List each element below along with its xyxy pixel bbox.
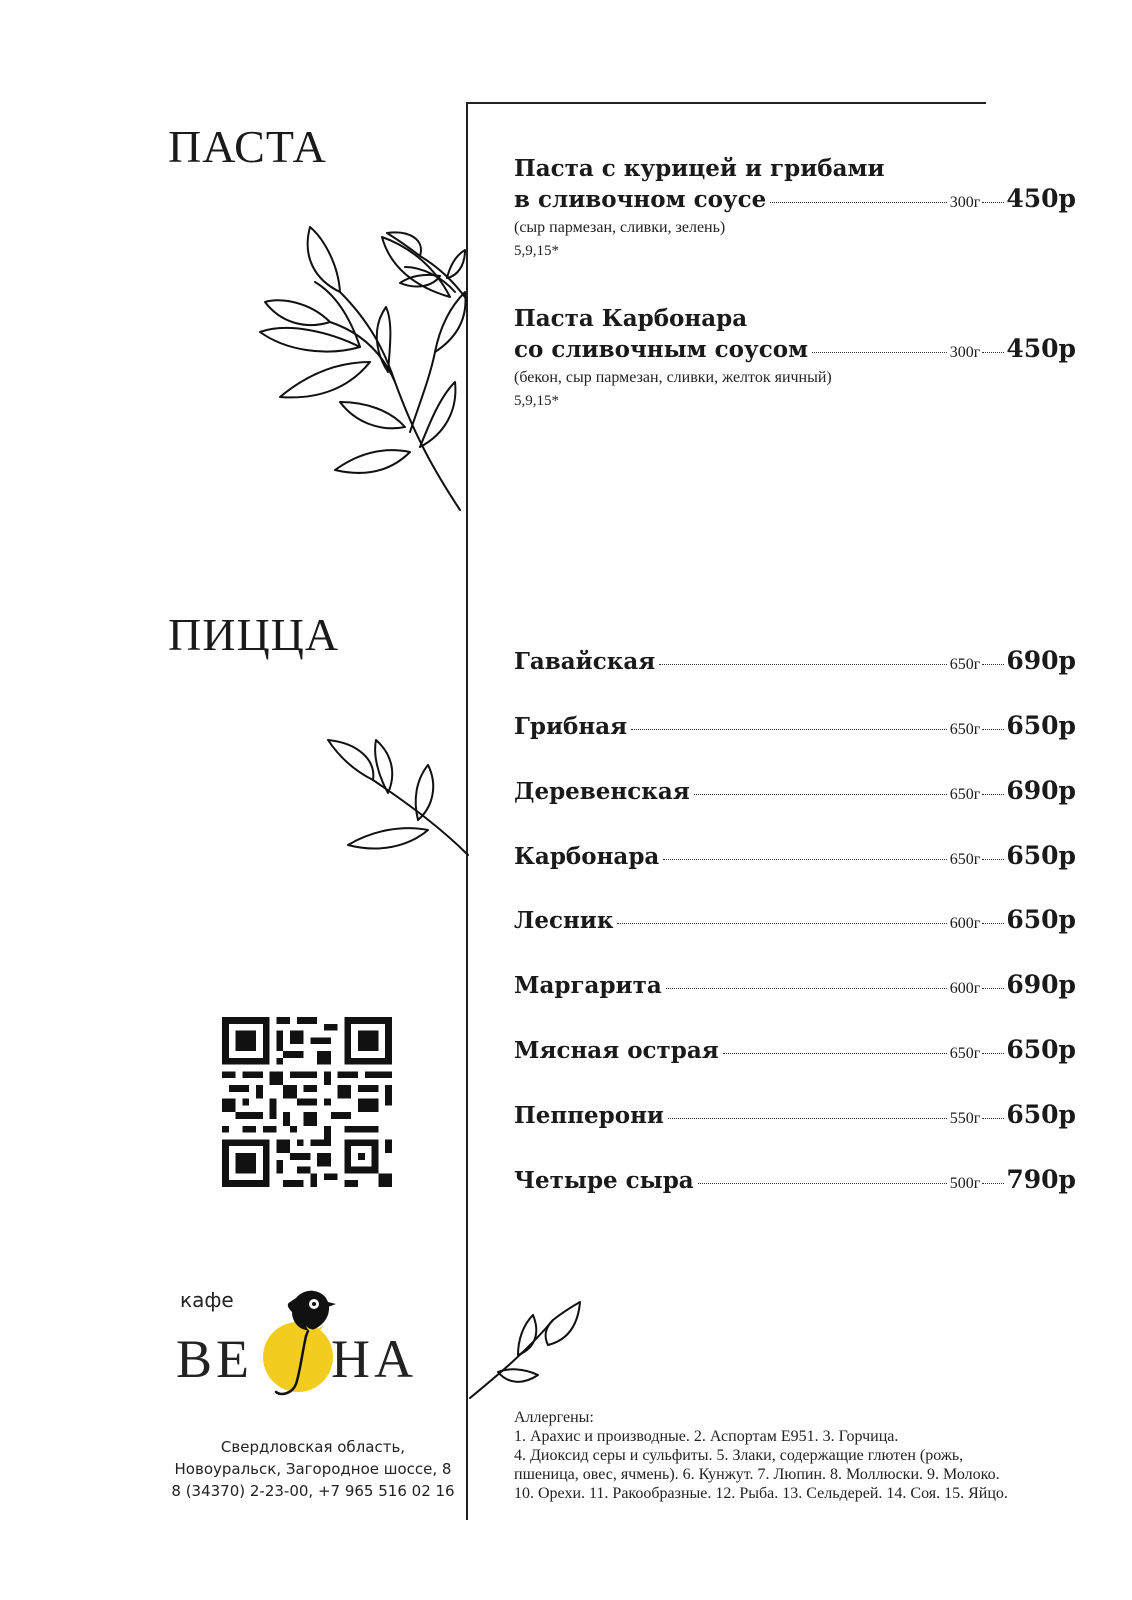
address-line: Новоуральск, Загородное шоссе, 8 [174,1460,452,1478]
pizza-item [514,711,1076,740]
pizza-item-name: Деревенская [514,778,690,805]
pizza-item [514,776,1076,805]
pasta-item-name-line1: Паста Карбонара [514,305,748,332]
dot-leader [982,794,1004,795]
pizza-item-weight: 550г [949,1110,981,1127]
pizza-item-price: 650р [1006,1100,1076,1129]
dot-leader [668,1118,947,1119]
pasta-item [514,154,1076,260]
pizza-item-name: Маргарита [514,972,662,999]
dot-leader [631,729,947,730]
divider-top [466,102,986,104]
pizza-item [514,1035,1076,1064]
pizza-item-price: 690р [1006,970,1076,999]
dot-leader [982,1118,1004,1119]
pizza-item [514,905,1076,934]
pizza-item-price: 690р [1006,646,1076,675]
pizza-item [514,970,1076,999]
dot-leader [770,202,946,203]
pizza-item-price: 690р [1006,776,1076,805]
allergens-line: пшеница, овес, ячмень). 6. Кунжут. 7. Люпин. 8. Моллюски. 9. Молоко. [514,1466,1000,1483]
dot-leader [982,1183,1004,1184]
dot-leader [659,664,947,665]
address-block [168,1436,458,1502]
pizza-item-name: Мясная острая [514,1037,719,1064]
pizza-item [514,1100,1076,1129]
leaf-branch-medium-icon [318,735,470,857]
bird-icon [266,1284,346,1404]
dot-leader [982,859,1004,860]
pizza-item [514,841,1076,870]
pasta-item-description: (сыр пармезан, сливки, зелень) [514,219,726,236]
pasta-item-name-line2: со сливочным соусом [514,336,809,363]
dot-leader [982,923,1004,924]
dot-leader [666,988,947,989]
pizza-item-weight: 500г [949,1175,981,1192]
dot-leader [723,1053,947,1054]
pizza-item-weight: 650г [949,1045,981,1062]
pizza-item-weight: 650г [949,786,981,803]
dot-leader [982,664,1004,665]
dot-leader [982,352,1004,353]
allergens-line: 4. Диоксид серы и сульфиты. 5. Злаки, содержащие глютен (рожь, [514,1447,964,1464]
dot-leader [982,729,1004,730]
logo-left-text: ВЕ [176,1329,254,1389]
allergens-line: 1. Арахис и производные. 2. Аспортам Е951. 3. Горчица. [514,1428,899,1445]
pizza-item [514,1165,1076,1194]
pasta-item-allergen-codes: 5,9,15* [514,243,559,259]
pizza-item-price: 650р [1006,711,1076,740]
pizza-item-name: Гавайская [514,648,656,675]
address-line: Свердловская область, [220,1438,406,1456]
leaf-sprig-bottom-icon [468,1300,583,1400]
pizza-item-name: Грибная [514,713,628,740]
pizza-item-price: 650р [1006,841,1076,870]
allergens-line: 10. Орехи. 11. Ракообразные. 12. Рыба. 13. Сельдерей. 14. Соя. 15. Яйцо. [514,1485,1008,1502]
pizza-item-price: 790р [1006,1165,1076,1194]
pizza-item [514,646,1076,675]
pizza-item-price: 650р [1006,905,1076,934]
dot-leader [982,1053,1004,1054]
dot-leader [812,352,947,353]
section-title-pizza: ПИЦЦА [168,609,340,660]
dot-leader [698,1183,947,1184]
pasta-item-weight: 300г [949,344,981,361]
pasta-item [514,304,1076,410]
logo-small-text: кафе [180,1288,234,1312]
pizza-item-name: Четыре сыра [514,1167,694,1194]
dot-leader [982,202,1004,203]
dot-leader [694,794,947,795]
pizza-item-weight: 650г [949,721,981,738]
pasta-item-price: 450р [1006,334,1076,363]
pizza-item-name: Карбонара [514,843,660,870]
pizza-item-price: 650р [1006,1035,1076,1064]
pasta-item-weight: 300г [949,194,981,211]
pasta-item-allergen-codes: 5,9,15* [514,393,559,409]
section-title-pasta: ПАСТА [168,121,327,172]
pasta-item-price: 450р [1006,184,1076,213]
allergens-heading: Аллергены: [514,1409,594,1426]
pizza-item-weight: 650г [949,851,981,868]
pizza-item-weight: 650г [949,656,981,673]
pizza-item-name: Пепперони [514,1102,664,1129]
allergens-legend [514,1408,1094,1503]
qr-code-icon[interactable] [222,1017,392,1187]
pasta-item-name-line1: Паста с курицей и грибами [514,155,885,182]
pasta-item-description: (бекон, сыр пармезан, сливки, желток яичный) [514,369,832,386]
leaf-sprig-top-icon [385,228,469,303]
dot-leader [617,923,946,924]
dot-leader [663,859,946,860]
pizza-item-weight: 600г [949,980,981,997]
dot-leader [982,988,1004,989]
phone-line: 8 (34370) 2-23-00, +7 965 516 02 16 [171,1482,455,1500]
pasta-item-name-line2: в сливочном соусе [514,186,767,213]
cafe-logo [168,1284,448,1414]
pizza-item-weight: 600г [949,915,981,932]
pizza-item-name: Лесник [514,907,614,934]
logo-right-text: НА [331,1329,418,1389]
